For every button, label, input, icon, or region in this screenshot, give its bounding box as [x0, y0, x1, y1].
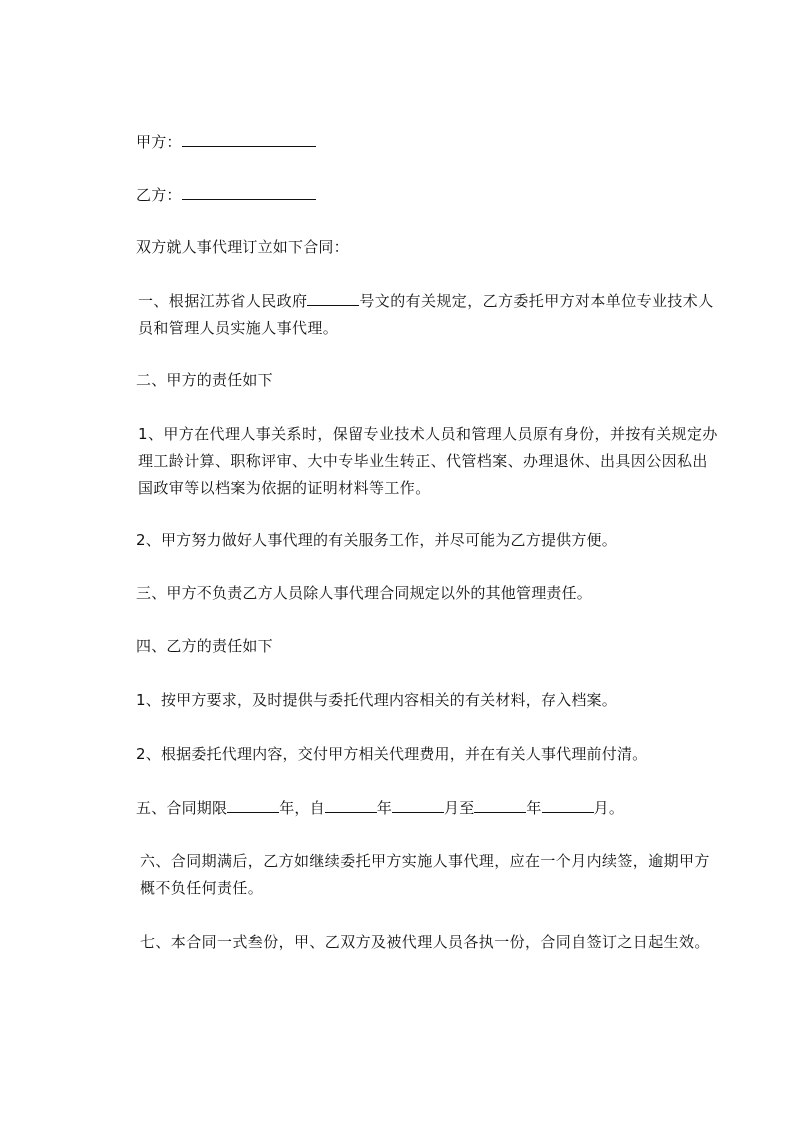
clause-2-item-2: 2、甲方努力做好人事代理的有关服务工作，并尽可能为乙方提供方便。 [136, 531, 617, 549]
clause-7: 七、本合同一式叁份，甲、乙双方及被代理人员各执一份，合同自签订之日起生效。 [140, 933, 710, 951]
end-month-blank [542, 797, 594, 813]
clause-5-part-5: 年 [526, 799, 542, 817]
clause-3: 三、甲方不负责乙方人员除人事代理合同规定以外的其他管理责任。 [136, 584, 593, 602]
start-year-blank [325, 797, 377, 813]
clause-6: 六、合同期满后，乙方如继续委托甲方实施人事代理，应在一个月内续签，逾期甲方概不负任何责任。 [140, 852, 710, 897]
intro-text: 双方就人事代理订立如下合同： [136, 238, 349, 256]
party-a-label: 甲方： [136, 133, 182, 151]
end-year-blank [474, 797, 526, 813]
term-years-blank [227, 797, 279, 813]
clause-5 [136, 797, 716, 818]
clause-1-prefix: 一、根据江苏省人民政府 [138, 292, 308, 310]
clause-5-part-1: 五、合同期限 [136, 799, 228, 817]
clause-5-part-6: 月。 [593, 799, 625, 817]
clause-2-item-1: 1、甲方在代理人事关系时，保留专业技术人员和管理人员原有身份，并按有关规定办理工龄计算、职称评审、大中专毕业生转正、代管档案、办理退休、出具因公因私出国政审等以档案为依据的证明材料等工作。 [138, 425, 718, 497]
party-b-label: 乙方： [136, 186, 182, 204]
clause-4-title: 四、乙方的责任如下 [136, 637, 273, 655]
clause-5-part-3: 年 [376, 799, 393, 817]
clause-4-item-1: 1、按甲方要求，及时提供与委托代理内容相关的有关材料，存入档案。 [136, 691, 617, 709]
clause-2-title: 二、甲方的责任如下 [136, 371, 273, 389]
clause-1-doc-number-blank [307, 290, 359, 306]
party-a-blank [182, 131, 316, 147]
party-b-line [136, 184, 716, 205]
clause-1-suffix: 号文的有关规定，乙方委托甲方对本单位专业技术人员和管理人员实施人事代理。 [138, 292, 714, 337]
party-a-line [136, 131, 716, 152]
clause-4-item-2: 2、根据委托代理内容，交付甲方相关代理费用，并在有关人事代理前付清。 [136, 745, 648, 763]
start-month-blank [392, 797, 444, 813]
party-b-blank [182, 184, 316, 200]
clause-5-part-4: 月至 [444, 799, 475, 817]
clause-1 [138, 288, 718, 342]
clause-5-part-2: 年，自 [279, 799, 325, 817]
